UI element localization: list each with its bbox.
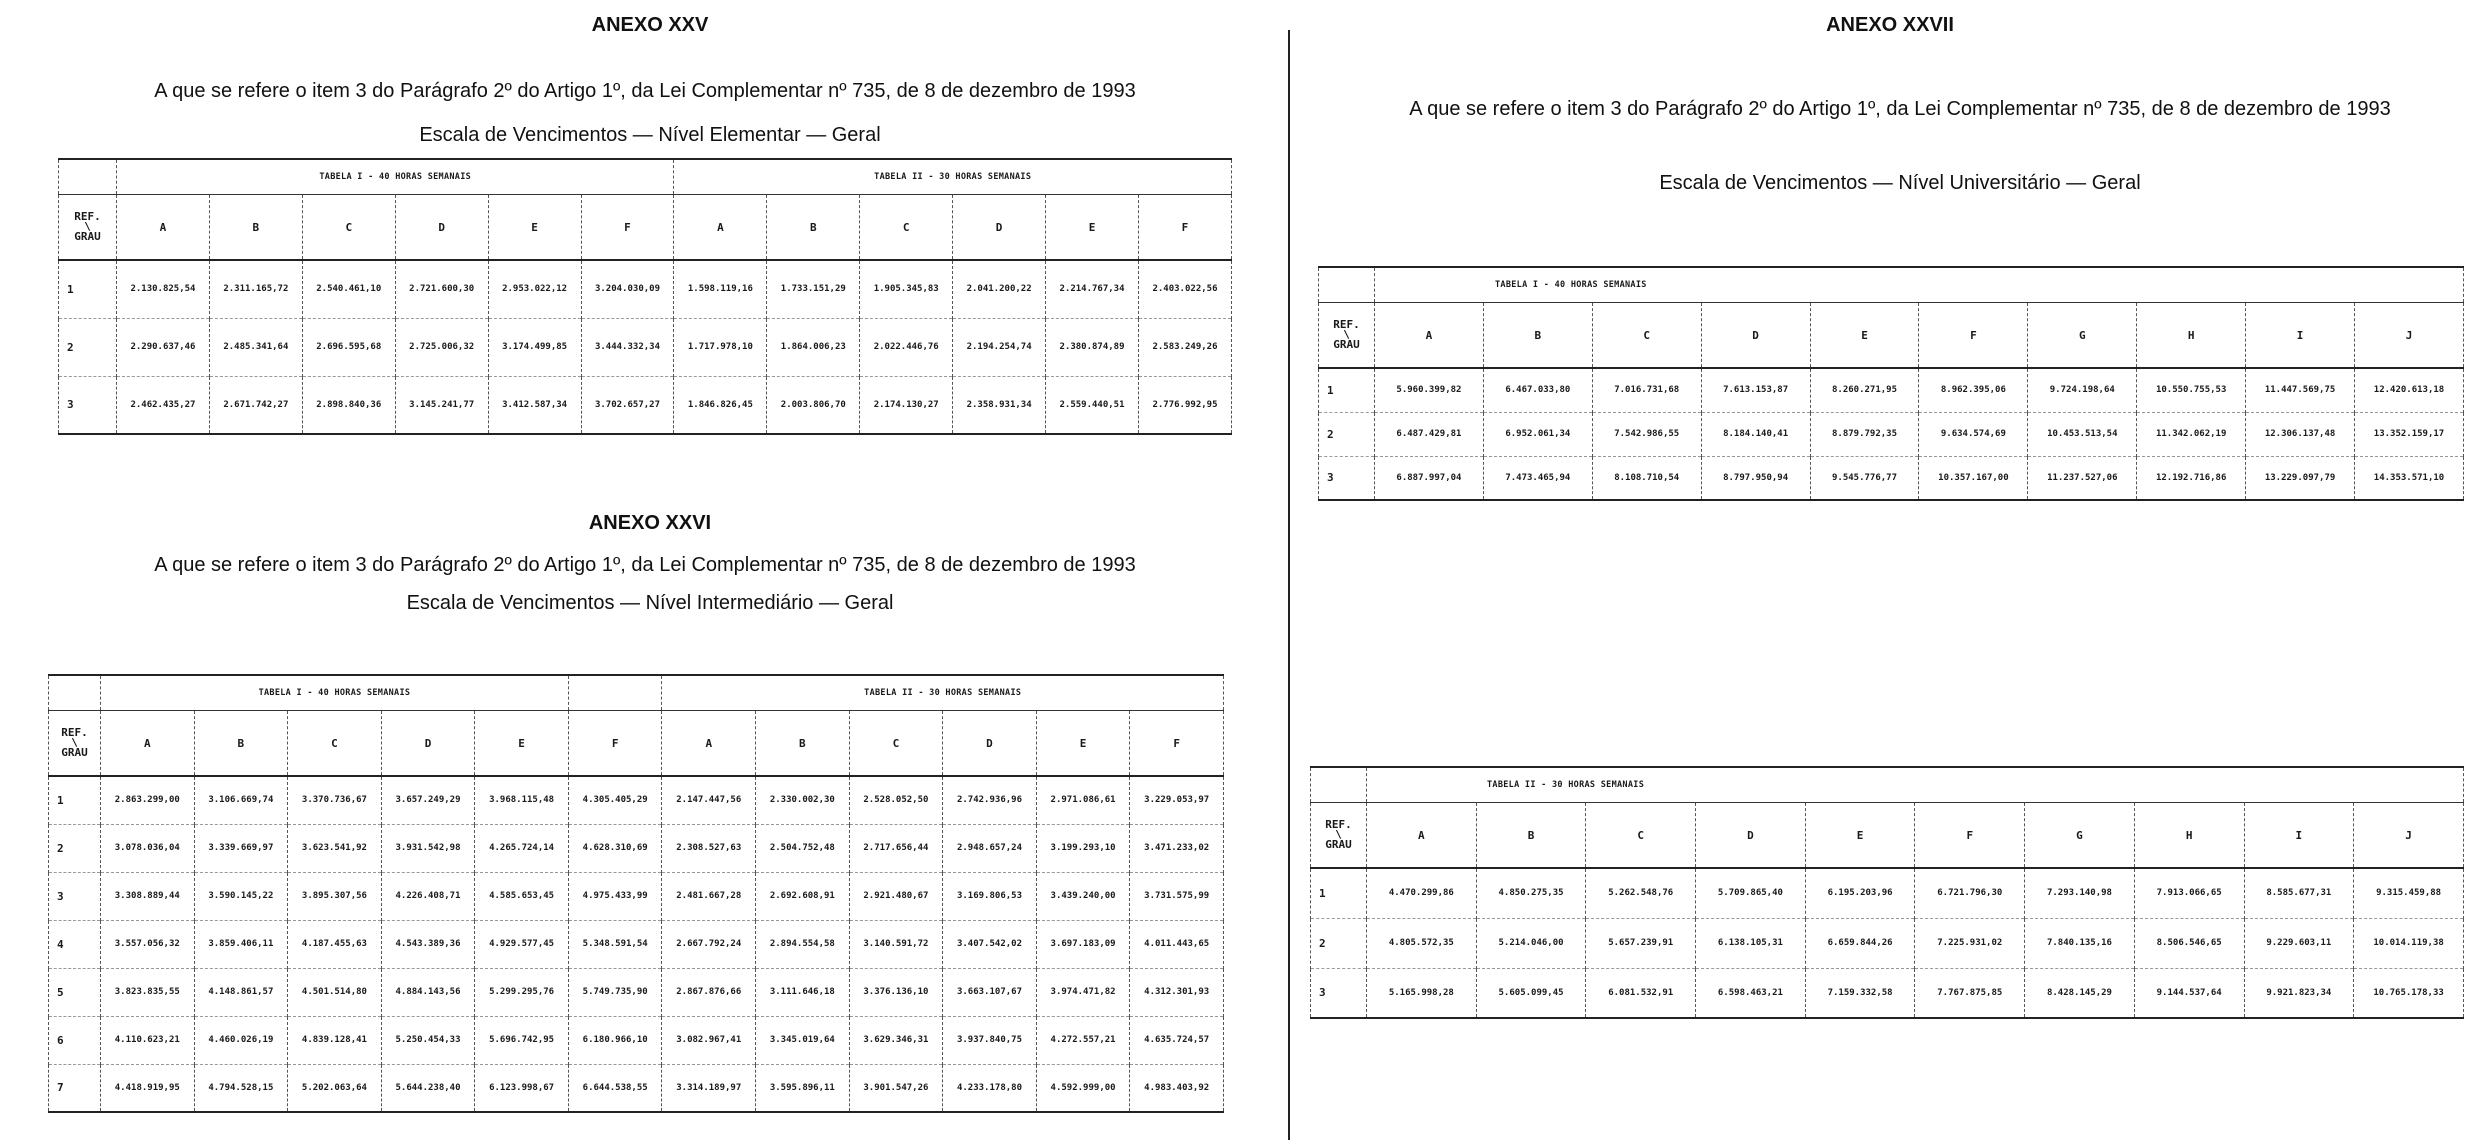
col-header: A: [1367, 803, 1477, 869]
table-cell: 6.180.966,10: [568, 1016, 662, 1064]
table-cell: 6.487.429,81: [1375, 412, 1484, 456]
table-cell: 12.420.613,18: [2355, 368, 2464, 412]
table-cell: 2.540.461,10: [302, 260, 395, 318]
table-cell: 2.667.792,24: [662, 920, 756, 968]
table-cell: 6.138.105,31: [1696, 918, 1806, 968]
table-cell: 7.913.066,65: [2134, 868, 2244, 918]
table-cell: 11.237.527,06: [2028, 456, 2137, 500]
table-cell: 9.315.459,88: [2354, 868, 2464, 918]
annex-27-subtitle: A que se refere o item 3 do Parágrafo 2º do Artigo 1º, da Lei Complementar nº 735, de 8 de dezembro de 1993: [1409, 98, 2391, 120]
table-cell: 6.952.061,34: [1483, 412, 1592, 456]
table-cell: 2.462.435,27: [117, 376, 210, 434]
table-cell: 2.041.200,22: [953, 260, 1046, 318]
table-cell: 3.370.736,67: [288, 776, 382, 824]
table-cell: 7.613.153,87: [1701, 368, 1810, 412]
annex-27-table-1: [1318, 266, 2464, 501]
table-cell: 2.953.022,12: [488, 260, 581, 318]
table-band-row: [59, 159, 1232, 195]
table-cell: 14.353.571,10: [2355, 456, 2464, 500]
row-ref: 6: [49, 1016, 101, 1064]
col-header: A: [101, 711, 195, 777]
table-cell: 4.418.919,95: [101, 1064, 195, 1112]
table-cell: 3.308.889,44: [101, 872, 195, 920]
table-cell: 3.174.499,85: [488, 318, 581, 376]
col-header: F: [1915, 803, 2025, 869]
table-cell: 2.867.876,66: [662, 968, 756, 1016]
table-cell: 4.460.026,19: [194, 1016, 288, 1064]
table-cell: 1.905.345,83: [860, 260, 953, 318]
table-row: [59, 260, 1232, 318]
table-cell: 3.339.669,97: [194, 824, 288, 872]
band-40h: TABELA I - 40 HORAS SEMANAIS: [117, 159, 674, 195]
table-band-row: [1319, 267, 2464, 303]
table-row: [1311, 868, 2464, 918]
table-cell: 5.250.454,33: [381, 1016, 475, 1064]
table-cell: 3.412.587,34: [488, 376, 581, 434]
table-cell: 8.428.145,29: [2025, 968, 2135, 1018]
table-cell: 4.305.405,29: [568, 776, 662, 824]
table-cell: 4.805.572,35: [1367, 918, 1477, 968]
table-cell: 1.717.978,10: [674, 318, 767, 376]
annex-26-title: ANEXO XXVI: [588, 512, 712, 534]
table-header-row: [1319, 303, 2464, 369]
col-header: F: [568, 711, 662, 777]
row-ref: 2: [1311, 918, 1367, 968]
col-header: B: [767, 195, 860, 261]
table-cell: 4.929.577,45: [475, 920, 569, 968]
table-cell: 2.717.656,44: [849, 824, 943, 872]
table-cell: 1.864.006,23: [767, 318, 860, 376]
table-cell: 3.623.541,92: [288, 824, 382, 872]
table-cell: 4.983.403,92: [1130, 1064, 1224, 1112]
table-cell: 6.721.796,30: [1915, 868, 2025, 918]
table-cell: 3.314.189,97: [662, 1064, 756, 1112]
row-ref: 1: [59, 260, 117, 318]
table-cell: 3.590.145,22: [194, 872, 288, 920]
table-cell: 3.859.406,11: [194, 920, 288, 968]
table-row: [49, 1016, 1224, 1064]
table-cell: 5.348.591,54: [568, 920, 662, 968]
table-cell: 8.108.710,54: [1592, 456, 1701, 500]
table-row: [1311, 918, 2464, 968]
table-cell: 3.407.542,02: [943, 920, 1037, 968]
col-header: D: [943, 711, 1037, 777]
ref-grau-header: REF. \ GRAU: [1311, 803, 1367, 869]
ref-grau-header: REF. \ GRAU: [49, 711, 101, 777]
table-cell: 2.696.595,68: [302, 318, 395, 376]
row-ref: 1: [1311, 868, 1367, 918]
table-cell: 8.962.395,06: [1919, 368, 2028, 412]
table-cell: 3.901.547,26: [849, 1064, 943, 1112]
table-cell: 2.022.446,76: [860, 318, 953, 376]
col-header: D: [1696, 803, 1806, 869]
table-cell: 10.453.513,54: [2028, 412, 2137, 456]
table-cell: 13.229.097,79: [2246, 456, 2355, 500]
table-cell: 3.931.542,98: [381, 824, 475, 872]
table-cell: 2.403.022,56: [1138, 260, 1231, 318]
table-cell: 8.879.792,35: [1810, 412, 1919, 456]
table-cell: 6.195.203,96: [1805, 868, 1915, 918]
table-cell: 9.545.776,77: [1810, 456, 1919, 500]
table-cell: 2.894.554,58: [756, 920, 850, 968]
table-cell: 3.471.233,02: [1130, 824, 1224, 872]
table-cell: 12.192.716,86: [2137, 456, 2246, 500]
col-header: J: [2355, 303, 2464, 369]
table-cell: 2.130.825,54: [117, 260, 210, 318]
col-header: J: [2354, 803, 2464, 869]
col-header: H: [2134, 803, 2244, 869]
table-header-row: [1311, 803, 2464, 869]
table-cell: 5.299.295,76: [475, 968, 569, 1016]
col-header: A: [117, 195, 210, 261]
annex-25-subtitle: A que se refere o item 3 do Parágrafo 2º do Artigo 1º, da Lei Complementar nº 735, de 8 de dezembro de 1993: [154, 80, 1136, 102]
table-cell: 2.485.341,64: [209, 318, 302, 376]
table-cell: 6.081.532,91: [1586, 968, 1696, 1018]
table-cell: 6.659.844,26: [1805, 918, 1915, 968]
table-row: [49, 872, 1224, 920]
table-cell: 3.663.107,67: [943, 968, 1037, 1016]
table-cell: 13.352.159,17: [2355, 412, 2464, 456]
table-cell: 4.110.623,21: [101, 1016, 195, 1064]
row-ref: 3: [59, 376, 117, 434]
table-cell: 6.887.997,04: [1375, 456, 1484, 500]
col-header: H: [2137, 303, 2246, 369]
table-cell: 5.749.735,90: [568, 968, 662, 1016]
table-cell: 4.187.455,63: [288, 920, 382, 968]
annex-25-table: [58, 158, 1232, 435]
table-cell: 5.657.239,91: [1586, 918, 1696, 968]
col-header: C: [288, 711, 382, 777]
col-header: E: [1810, 303, 1919, 369]
table-cell: 9.229.603,11: [2244, 918, 2354, 968]
table-band-row: [49, 675, 1224, 711]
table-cell: 2.528.052,50: [849, 776, 943, 824]
table-cell: 2.194.254,74: [953, 318, 1046, 376]
col-header: C: [302, 195, 395, 261]
table-cell: 3.439.240,00: [1036, 872, 1130, 920]
col-header: C: [1586, 803, 1696, 869]
table-cell: 4.839.128,41: [288, 1016, 382, 1064]
col-header: B: [756, 711, 850, 777]
table-cell: 3.169.806,53: [943, 872, 1037, 920]
table-row: [49, 824, 1224, 872]
table-cell: 2.725.006,32: [395, 318, 488, 376]
band-40h: TABELA I - 40 HORAS SEMANAIS: [1375, 267, 2464, 303]
table-cell: 3.229.053,97: [1130, 776, 1224, 824]
table-row: [49, 920, 1224, 968]
table-header-row: [59, 195, 1232, 261]
ref-grau-header: REF. \ GRAU: [59, 195, 117, 261]
table-cell: 5.605.099,45: [1476, 968, 1586, 1018]
col-header: C: [1592, 303, 1701, 369]
col-header: B: [194, 711, 288, 777]
col-header: C: [860, 195, 953, 261]
table-cell: 5.165.998,28: [1367, 968, 1477, 1018]
col-header: I: [2244, 803, 2354, 869]
col-header: I: [2246, 303, 2355, 369]
table-cell: 3.823.835,55: [101, 968, 195, 1016]
col-header: A: [674, 195, 767, 261]
table-cell: 9.144.537,64: [2134, 968, 2244, 1018]
band-30h: TABELA II - 30 HORAS SEMANAIS: [662, 675, 1224, 711]
table-cell: 10.550.755,53: [2137, 368, 2246, 412]
col-header: B: [209, 195, 302, 261]
table-cell: 3.145.241,77: [395, 376, 488, 434]
table-cell: 5.214.046,00: [1476, 918, 1586, 968]
table-cell: 8.506.546,65: [2134, 918, 2244, 968]
table-row: [1319, 368, 2464, 412]
annex-27-scale: Escala de Vencimentos — Nível Universitário — Geral: [1659, 172, 2141, 194]
table-cell: 4.585.653,45: [475, 872, 569, 920]
table-cell: 9.921.823,34: [2244, 968, 2354, 1018]
table-cell: 3.111.646,18: [756, 968, 850, 1016]
row-ref: 4: [49, 920, 101, 968]
table-cell: 2.174.130,27: [860, 376, 953, 434]
table-cell: 3.557.056,32: [101, 920, 195, 968]
table-cell: 2.380.874,89: [1046, 318, 1139, 376]
col-header: G: [2025, 803, 2135, 869]
row-ref: 1: [49, 776, 101, 824]
table-cell: 4.312.301,93: [1130, 968, 1224, 1016]
table-cell: 11.342.062,19: [2137, 412, 2246, 456]
band-40h: TABELA I - 40 HORAS SEMANAIS: [101, 675, 569, 711]
table-cell: 3.595.896,11: [756, 1064, 850, 1112]
table-row: [49, 1064, 1224, 1112]
row-ref: 1: [1319, 368, 1375, 412]
table-cell: 7.225.931,02: [1915, 918, 2025, 968]
table-cell: 10.014.119,38: [2354, 918, 2464, 968]
table-cell: 2.330.002,30: [756, 776, 850, 824]
table-cell: 5.644.238,40: [381, 1064, 475, 1112]
table-cell: 2.003.806,70: [767, 376, 860, 434]
table-cell: 6.598.463,21: [1696, 968, 1806, 1018]
band-30h: TABELA II - 30 HORAS SEMANAIS: [1367, 767, 2464, 803]
col-header: F: [1919, 303, 2028, 369]
table-row: [49, 968, 1224, 1016]
row-ref: 7: [49, 1064, 101, 1112]
row-ref: 3: [49, 872, 101, 920]
col-header: D: [1701, 303, 1810, 369]
col-header: F: [1138, 195, 1231, 261]
table-cell: 10.765.178,33: [2354, 968, 2464, 1018]
table-cell: 3.974.471,82: [1036, 968, 1130, 1016]
row-ref: 2: [1319, 412, 1375, 456]
annex-25-scale: Escala de Vencimentos — Nível Elementar — Geral: [419, 124, 881, 146]
annex-26-table: [48, 674, 1224, 1113]
table-cell: 10.357.167,00: [1919, 456, 2028, 500]
table-cell: 4.850.275,35: [1476, 868, 1586, 918]
col-header: B: [1476, 803, 1586, 869]
annex-25-title: ANEXO XXV: [591, 14, 709, 36]
table-cell: 4.794.528,15: [194, 1064, 288, 1112]
table-cell: 11.447.569,75: [2246, 368, 2355, 412]
table-cell: 9.724.198,64: [2028, 368, 2137, 412]
table-cell: 8.797.950,94: [1701, 456, 1810, 500]
band-30h: TABELA II - 30 HORAS SEMANAIS: [674, 159, 1232, 195]
table-cell: 3.444.332,34: [581, 318, 674, 376]
col-header: E: [475, 711, 569, 777]
table-cell: 3.657.249,29: [381, 776, 475, 824]
table-cell: 3.345.019,64: [756, 1016, 850, 1064]
table-cell: 1.598.119,16: [674, 260, 767, 318]
table-cell: 8.184.140,41: [1701, 412, 1810, 456]
table-cell: 4.592.999,00: [1036, 1064, 1130, 1112]
column-divider: [1288, 30, 1290, 1140]
row-ref: 5: [49, 968, 101, 1016]
col-header: D: [395, 195, 488, 261]
table-cell: 3.082.967,41: [662, 1016, 756, 1064]
table-cell: 3.702.657,27: [581, 376, 674, 434]
col-header: E: [1036, 711, 1130, 777]
table-cell: 2.863.299,00: [101, 776, 195, 824]
table-cell: 5.709.865,40: [1696, 868, 1806, 918]
table-cell: 2.147.447,56: [662, 776, 756, 824]
table-cell: 3.204.030,09: [581, 260, 674, 318]
table-cell: 2.971.086,61: [1036, 776, 1130, 824]
col-header: E: [1046, 195, 1139, 261]
table-cell: 7.016.731,68: [1592, 368, 1701, 412]
table-cell: 3.731.575,99: [1130, 872, 1224, 920]
table-cell: 2.898.840,36: [302, 376, 395, 434]
col-header: E: [488, 195, 581, 261]
table-cell: 2.721.600,30: [395, 260, 488, 318]
table-cell: 2.308.527,63: [662, 824, 756, 872]
table-cell: 4.265.724,14: [475, 824, 569, 872]
table-cell: 2.290.637,46: [117, 318, 210, 376]
table-cell: 4.233.178,80: [943, 1064, 1037, 1112]
table-cell: 4.501.514,80: [288, 968, 382, 1016]
table-cell: 4.011.443,65: [1130, 920, 1224, 968]
table-cell: 3.106.669,74: [194, 776, 288, 824]
col-header: D: [381, 711, 475, 777]
table-cell: 5.696.742,95: [475, 1016, 569, 1064]
annex-26-subtitle: A que se refere o item 3 do Parágrafo 2º do Artigo 1º, da Lei Complementar nº 735, de 8 de dezembro de 1993: [154, 554, 1136, 576]
table-cell: 2.921.480,67: [849, 872, 943, 920]
table-cell: 4.148.861,57: [194, 968, 288, 1016]
table-row: [1319, 412, 2464, 456]
table-cell: 4.884.143,56: [381, 968, 475, 1016]
table-cell: 2.559.440,51: [1046, 376, 1139, 434]
table-cell: 2.504.752,48: [756, 824, 850, 872]
table-cell: 2.214.767,34: [1046, 260, 1139, 318]
col-header: D: [953, 195, 1046, 261]
row-ref: 3: [1311, 968, 1367, 1018]
table-cell: 12.306.137,48: [2246, 412, 2355, 456]
table-cell: 2.358.931,34: [953, 376, 1046, 434]
table-cell: 9.634.574,69: [1919, 412, 2028, 456]
annex-27-title: ANEXO XXVII: [1826, 14, 1954, 36]
col-header: F: [581, 195, 674, 261]
annex-26-scale: Escala de Vencimentos — Nível Intermediário — Geral: [406, 592, 894, 614]
table-cell: 3.937.840,75: [943, 1016, 1037, 1064]
table-cell: 7.840.135,16: [2025, 918, 2135, 968]
table-cell: 6.644.538,55: [568, 1064, 662, 1112]
ref-grau-header: REF. \ GRAU: [1319, 303, 1375, 369]
table-header-row: [49, 711, 1224, 777]
row-ref: 2: [49, 824, 101, 872]
table-cell: 7.473.465,94: [1483, 456, 1592, 500]
table-cell: 3.199.293,10: [1036, 824, 1130, 872]
table-cell: 2.671.742,27: [209, 376, 302, 434]
col-header: E: [1805, 803, 1915, 869]
table-cell: 2.948.657,24: [943, 824, 1037, 872]
table-row: [59, 318, 1232, 376]
table-cell: 1.733.151,29: [767, 260, 860, 318]
table-cell: 8.585.677,31: [2244, 868, 2354, 918]
row-ref: 2: [59, 318, 117, 376]
table-cell: 7.293.140,98: [2025, 868, 2135, 918]
table-cell: 7.767.875,85: [1915, 968, 2025, 1018]
table-cell: 3.697.183,09: [1036, 920, 1130, 968]
table-cell: 3.895.307,56: [288, 872, 382, 920]
table-cell: 1.846.826,45: [674, 376, 767, 434]
table-row: [59, 376, 1232, 434]
table-cell: 5.202.063,64: [288, 1064, 382, 1112]
table-cell: 6.467.033,80: [1483, 368, 1592, 412]
table-cell: 3.140.591,72: [849, 920, 943, 968]
table-row: [49, 776, 1224, 824]
table-cell: 3.376.136,10: [849, 968, 943, 1016]
table-cell: 2.692.608,91: [756, 872, 850, 920]
table-cell: 4.470.299,86: [1367, 868, 1477, 918]
table-cell: 7.159.332,58: [1805, 968, 1915, 1018]
table-cell: 8.260.271,95: [1810, 368, 1919, 412]
row-ref: 3: [1319, 456, 1375, 500]
table-cell: 3.629.346,31: [849, 1016, 943, 1064]
col-header: F: [1130, 711, 1224, 777]
annex-27-table-2: [1310, 766, 2464, 1019]
table-row: [1311, 968, 2464, 1018]
table-cell: 2.742.936,96: [943, 776, 1037, 824]
col-header: C: [849, 711, 943, 777]
col-header: A: [662, 711, 756, 777]
table-cell: 4.975.433,99: [568, 872, 662, 920]
table-cell: 4.226.408,71: [381, 872, 475, 920]
table-cell: 4.628.310,69: [568, 824, 662, 872]
table-cell: 5.262.548,76: [1586, 868, 1696, 918]
table-cell: 2.311.165,72: [209, 260, 302, 318]
col-header: G: [2028, 303, 2137, 369]
table-row: [1319, 456, 2464, 500]
table-cell: 4.543.389,36: [381, 920, 475, 968]
table-cell: 2.481.667,28: [662, 872, 756, 920]
col-header: A: [1375, 303, 1484, 369]
table-cell: 6.123.998,67: [475, 1064, 569, 1112]
table-cell: 2.583.249,26: [1138, 318, 1231, 376]
table-cell: 7.542.986,55: [1592, 412, 1701, 456]
table-cell: 4.635.724,57: [1130, 1016, 1224, 1064]
table-cell: 4.272.557,21: [1036, 1016, 1130, 1064]
table-cell: 2.776.992,95: [1138, 376, 1231, 434]
table-cell: 3.078.036,04: [101, 824, 195, 872]
col-header: B: [1483, 303, 1592, 369]
table-cell: 5.960.399,82: [1375, 368, 1484, 412]
table-band-row: [1311, 767, 2464, 803]
table-cell: 3.968.115,48: [475, 776, 569, 824]
